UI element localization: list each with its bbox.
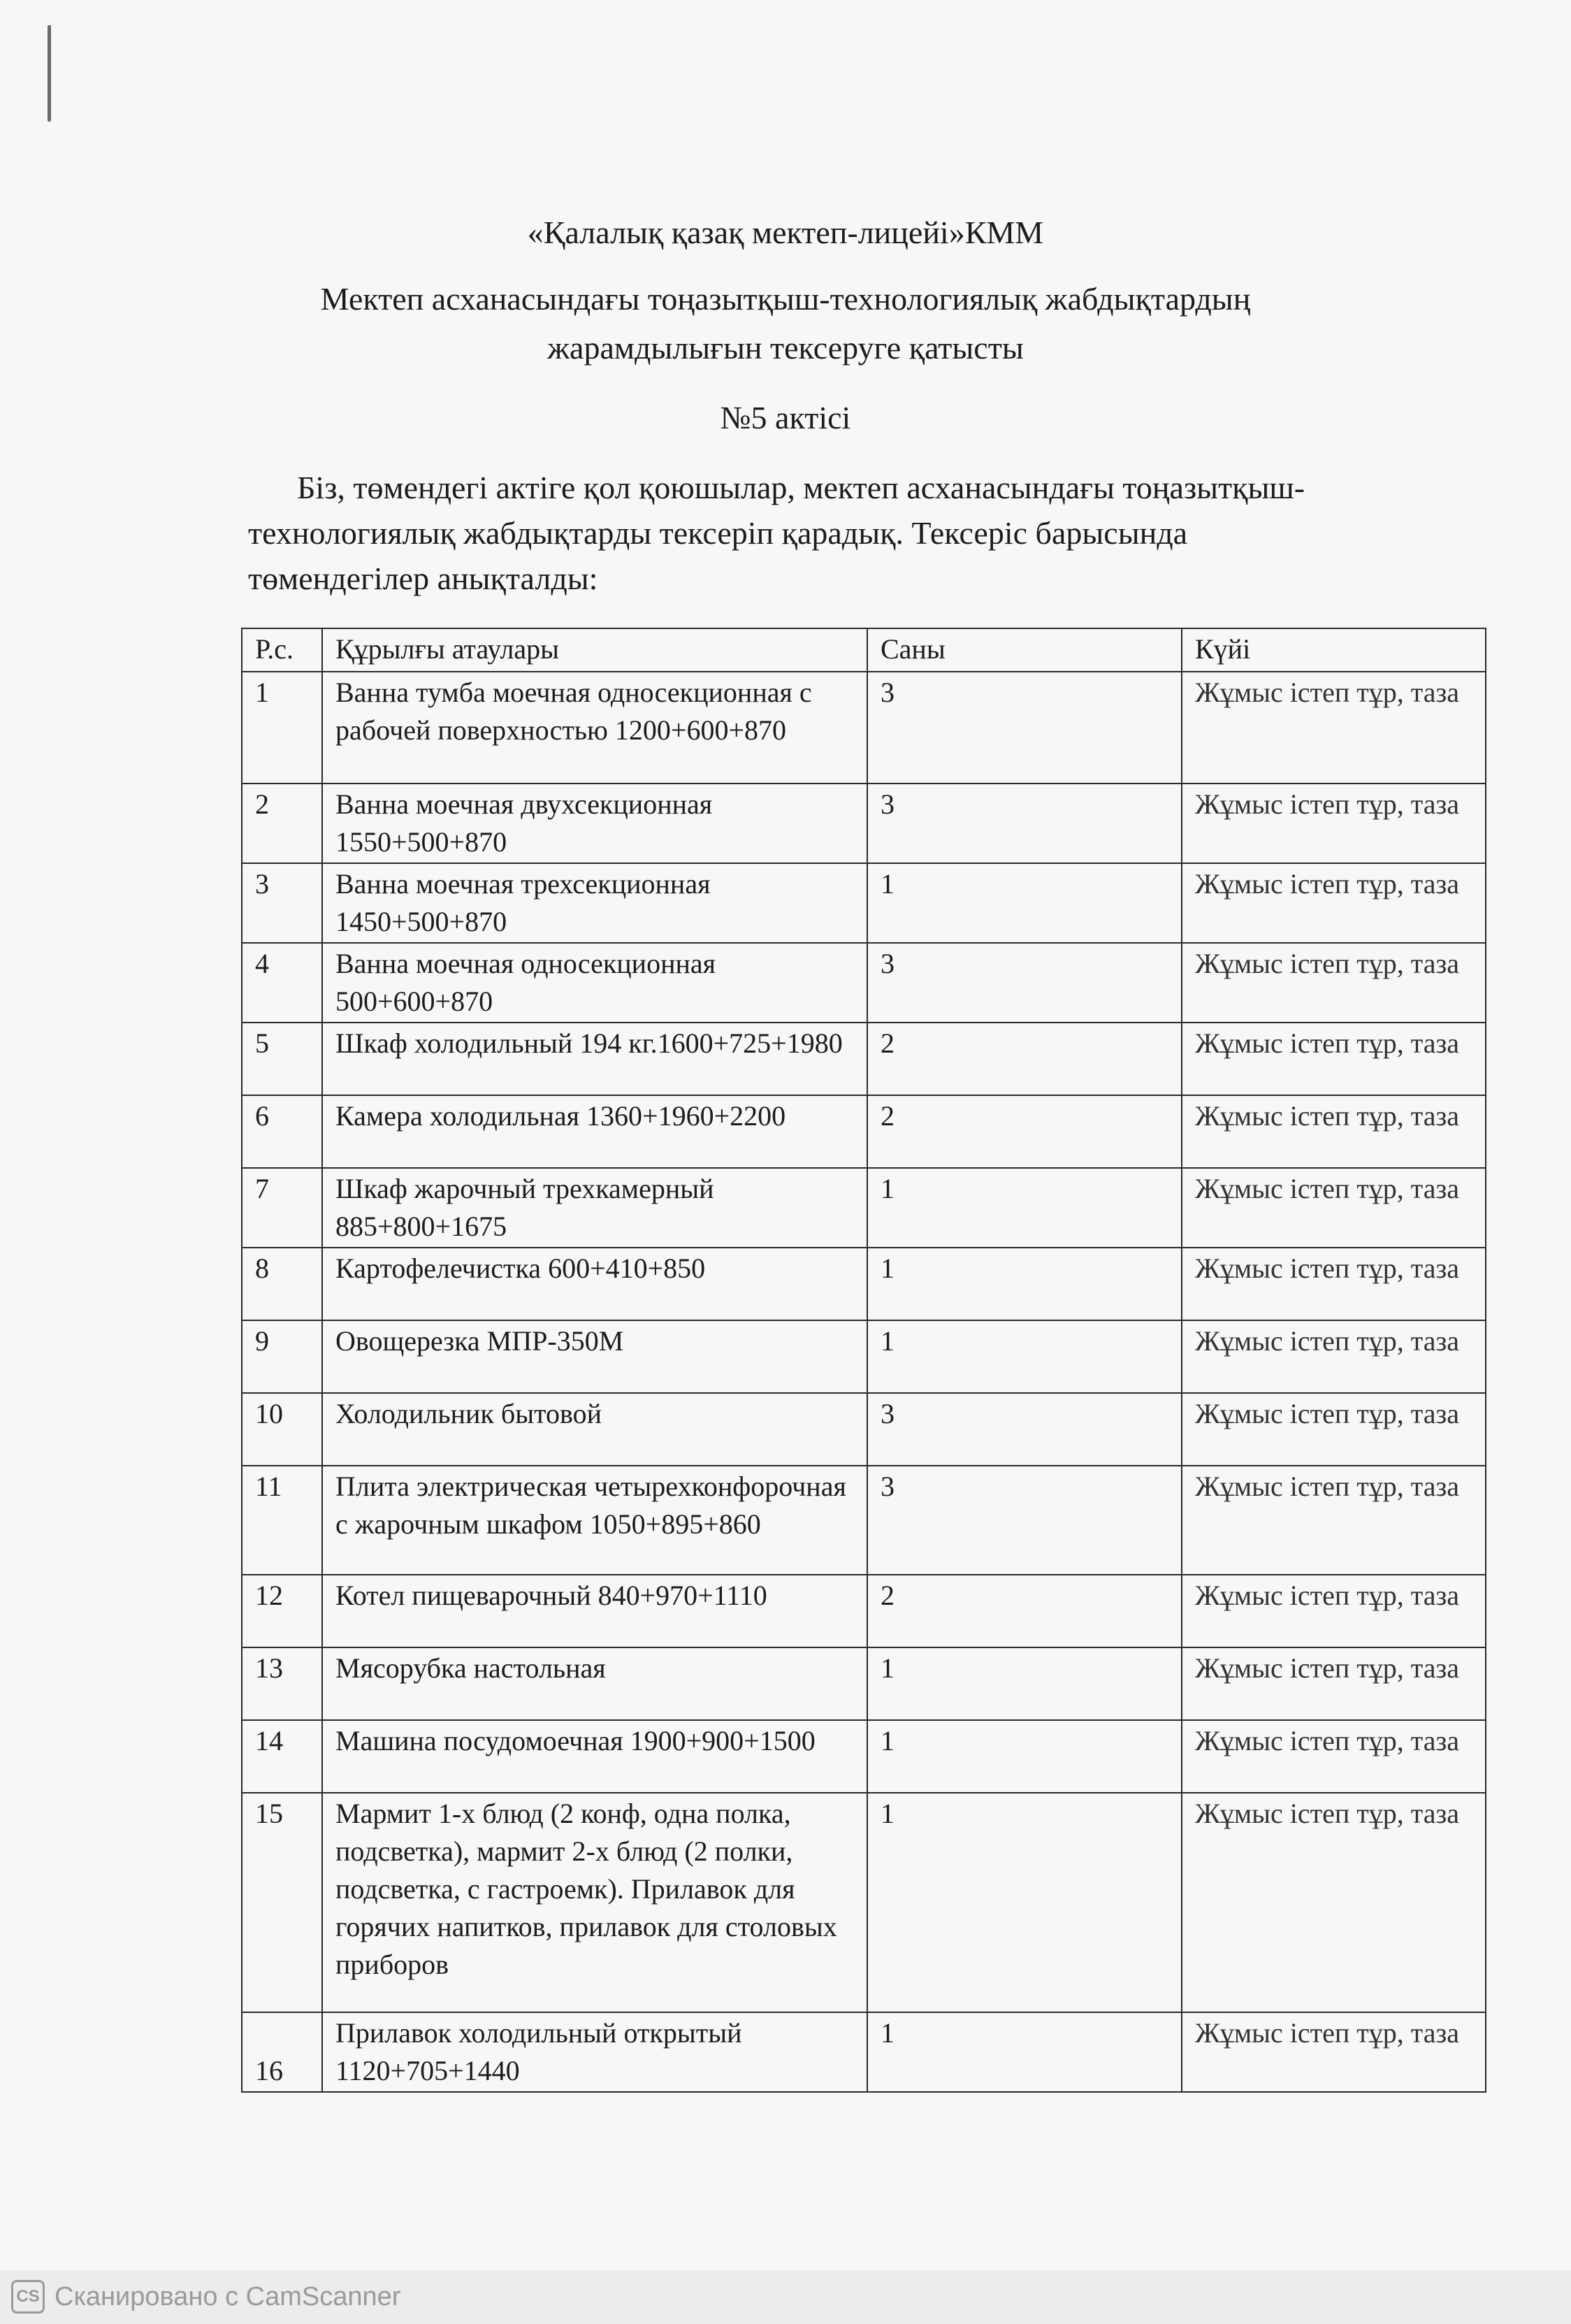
table-row bbox=[242, 1575, 1486, 1647]
equipment-state: Жұмыс істеп тұр, таза bbox=[1182, 1320, 1486, 1393]
equipment-name: Котел пищеварочный 840+970+1110 bbox=[322, 1575, 867, 1647]
header-quantity: Саны bbox=[867, 628, 1182, 672]
equipment-name: Ванна моечная трехсекционная 1450+500+870 bbox=[322, 863, 867, 943]
equipment-state: Жұмыс істеп тұр, таза bbox=[1182, 784, 1486, 863]
equipment-name: Мармит 1-х блюд (2 конф, одна полка, подсветка), мармит 2-х блюд (2 полки, подсветка, с гастроемк). Прилавок для горячих напитков, прилавок для столовых приборов bbox=[322, 1793, 867, 2012]
row-number: 14 bbox=[242, 1720, 322, 1793]
table-row bbox=[242, 943, 1486, 1023]
equipment-name: Ванна моечная двухсекционная 1550+500+870 bbox=[322, 784, 867, 863]
act-number: №5 актісі bbox=[720, 400, 851, 435]
table-row bbox=[242, 672, 1486, 784]
equipment-state: Жұмыс істеп тұр, таза bbox=[1182, 1248, 1486, 1320]
table-row bbox=[242, 1248, 1486, 1320]
equipment-quantity: 3 bbox=[867, 784, 1182, 863]
equipment-name: Ванна моечная односекционная 500+600+870 bbox=[322, 943, 867, 1023]
table-body bbox=[242, 672, 1486, 2092]
equipment-name: Камера холодильная 1360+1960+2200 bbox=[322, 1095, 867, 1168]
equipment-quantity: 1 bbox=[867, 863, 1182, 943]
document-title-line-1: Мектеп асханасындағы тоңазытқыш-технологиялық жабдықтардың bbox=[320, 281, 1251, 317]
equipment-state: Жұмыс істеп тұр, таза bbox=[1182, 1023, 1486, 1095]
equipment-name: Овощерезка МПР-350М bbox=[322, 1320, 867, 1393]
row-number: 11 bbox=[242, 1466, 322, 1575]
equipment-name: Шкаф жарочный трехкамерный 885+800+1675 bbox=[322, 1168, 867, 1248]
margin-pen-mark bbox=[48, 25, 51, 122]
equipment-state: Жұмыс істеп тұр, таза bbox=[1182, 1095, 1486, 1168]
row-number: 9 bbox=[242, 1320, 322, 1393]
equipment-state: Жұмыс істеп тұр, таза bbox=[1182, 863, 1486, 943]
row-number: 16 bbox=[242, 2012, 322, 2092]
intro-line-2: технологиялық жабдықтарды тексеріп қарадық. Тексеріс барысында bbox=[248, 515, 1188, 551]
equipment-quantity: 1 bbox=[867, 1248, 1182, 1320]
equipment-quantity: 1 bbox=[867, 1647, 1182, 1720]
row-number: 10 bbox=[242, 1393, 322, 1466]
equipment-name: Холодильник бытовой bbox=[322, 1393, 867, 1466]
table-row bbox=[242, 784, 1486, 863]
intro-line-3: төмендегілер анықталды: bbox=[248, 561, 598, 596]
table-row bbox=[242, 863, 1486, 943]
header-name: Құрылғы атаулары bbox=[322, 628, 867, 672]
row-number: 7 bbox=[242, 1168, 322, 1248]
table-row bbox=[242, 2012, 1486, 2092]
equipment-state: Жұмыс істеп тұр, таза bbox=[1182, 1720, 1486, 1793]
table-row bbox=[242, 1095, 1486, 1168]
equipment-name: Мясорубка настольная bbox=[322, 1647, 867, 1720]
header-state: Күйі bbox=[1182, 628, 1486, 672]
table-row bbox=[242, 1793, 1486, 2012]
equipment-name: Шкаф холодильный 194 кг.1600+725+1980 bbox=[322, 1023, 867, 1095]
equipment-state: Жұмыс істеп тұр, таза bbox=[1182, 943, 1486, 1023]
table-row bbox=[242, 1647, 1486, 1720]
camscanner-logo-icon: CS bbox=[11, 2280, 45, 2314]
table-row bbox=[242, 1168, 1486, 1248]
equipment-state: Жұмыс істеп тұр, таза bbox=[1182, 1793, 1486, 2012]
equipment-quantity: 3 bbox=[867, 672, 1182, 784]
row-number: 6 bbox=[242, 1095, 322, 1168]
equipment-quantity: 3 bbox=[867, 943, 1182, 1023]
row-number: 12 bbox=[242, 1575, 322, 1647]
scanner-watermark bbox=[0, 2270, 1571, 2324]
row-number: 5 bbox=[242, 1023, 322, 1095]
scanner-text: Сканировано с CamScanner bbox=[55, 2282, 401, 2311]
equipment-quantity: 2 bbox=[867, 1575, 1182, 1647]
equipment-name: Ванна тумба моечная односекционная с рабочей поверхностью 1200+600+870 bbox=[322, 672, 867, 784]
row-number: 3 bbox=[242, 863, 322, 943]
equipment-quantity: 1 bbox=[867, 1320, 1182, 1393]
table-row bbox=[242, 1023, 1486, 1095]
equipment-name: Картофелечистка 600+410+850 bbox=[322, 1248, 867, 1320]
equipment-state: Жұмыс істеп тұр, таза bbox=[1182, 1466, 1486, 1575]
equipment-name: Прилавок холодильный открытый 1120+705+1440 bbox=[322, 2012, 867, 2092]
table-row bbox=[242, 1720, 1486, 1793]
equipment-quantity: 2 bbox=[867, 1023, 1182, 1095]
equipment-state: Жұмыс істеп тұр, таза bbox=[1182, 1647, 1486, 1720]
intro-paragraph bbox=[248, 465, 1492, 601]
equipment-state: Жұмыс істеп тұр, таза bbox=[1182, 672, 1486, 784]
equipment-quantity: 1 bbox=[867, 2012, 1182, 2092]
document-title-line-2: жарамдылығын тексеруге қатысты bbox=[547, 330, 1024, 366]
intro-line-1: Біз, төмендегі актіге қол қоюшылар, мектеп асханасындағы тоңазытқыш- bbox=[297, 470, 1305, 505]
row-number: 2 bbox=[242, 784, 322, 863]
equipment-quantity: 1 bbox=[867, 1793, 1182, 2012]
table-header-row bbox=[242, 628, 1486, 672]
equipment-name: Плита электрическая четырехконфорочная с жарочным шкафом 1050+895+860 bbox=[322, 1466, 867, 1575]
row-number: 13 bbox=[242, 1647, 322, 1720]
equipment-state: Жұмыс істеп тұр, таза bbox=[1182, 2012, 1486, 2092]
row-number: 8 bbox=[242, 1248, 322, 1320]
equipment-quantity: 1 bbox=[867, 1168, 1182, 1248]
table-row bbox=[242, 1320, 1486, 1393]
table-row bbox=[242, 1466, 1486, 1575]
row-number: 1 bbox=[242, 672, 322, 784]
table-row bbox=[242, 1393, 1486, 1466]
equipment-name: Машина посудомоечная 1900+900+1500 bbox=[322, 1720, 867, 1793]
header-number: Р.с. bbox=[242, 628, 322, 672]
row-number: 15 bbox=[242, 1793, 322, 2012]
equipment-quantity: 3 bbox=[867, 1466, 1182, 1575]
row-number: 4 bbox=[242, 943, 322, 1023]
organization-name: «Қалалық қазақ мектеп-лицейі»КММ bbox=[527, 215, 1044, 250]
equipment-state: Жұмыс істеп тұр, таза bbox=[1182, 1575, 1486, 1647]
equipment-quantity: 2 bbox=[867, 1095, 1182, 1168]
equipment-state: Жұмыс істеп тұр, таза bbox=[1182, 1393, 1486, 1466]
equipment-state: Жұмыс істеп тұр, таза bbox=[1182, 1168, 1486, 1248]
equipment-quantity: 1 bbox=[867, 1720, 1182, 1793]
equipment-quantity: 3 bbox=[867, 1393, 1182, 1466]
equipment-table bbox=[241, 628, 1486, 2093]
